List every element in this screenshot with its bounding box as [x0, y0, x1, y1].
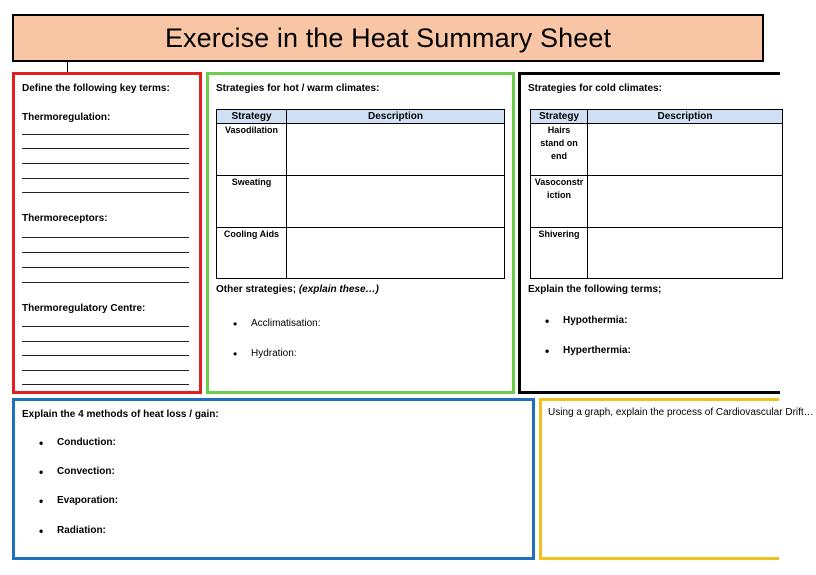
answer-line[interactable]: [22, 384, 189, 385]
answer-line[interactable]: [22, 237, 189, 238]
page-title: Exercise in the Heat Summary Sheet: [164, 22, 612, 53]
answer-line[interactable]: [22, 326, 189, 327]
title-banner: [12, 14, 764, 62]
cold-climates-heading: Strategies for cold climates:: [528, 83, 662, 94]
strategy-vasodilation: Vasodilation: [217, 124, 287, 176]
heat-loss-heading: Explain the 4 methods of heat loss / gain:: [22, 409, 219, 420]
bullet-convection: • Convection:: [39, 466, 118, 477]
other-strategies-text: Other strategies;: [216, 284, 299, 295]
term-thermoregulation: Thermoregulation:: [22, 112, 111, 123]
bullet-conduction: • Conduction:: [39, 437, 118, 448]
strategy-vasoconstriction: Vasoconstriction: [531, 176, 588, 228]
other-strategies-label: [216, 284, 379, 295]
hot-climates-panel: [206, 72, 515, 394]
cold-strategy-table: [530, 109, 783, 279]
description-cell[interactable]: [287, 176, 505, 228]
heat-loss-panel: [12, 398, 535, 560]
answer-line[interactable]: [22, 341, 189, 342]
answer-line[interactable]: [22, 370, 189, 371]
answer-line[interactable]: [22, 267, 189, 268]
cardio-drift-panel: [539, 398, 814, 560]
strategy-hairs-stand-on-end: Hairs stand on end: [531, 124, 588, 176]
description-cell[interactable]: [588, 176, 783, 228]
answer-line[interactable]: [22, 192, 189, 193]
answer-line[interactable]: [22, 252, 189, 253]
hot-strategy-table: [216, 109, 505, 279]
key-terms-heading: Define the following key terms:: [22, 83, 170, 94]
col-strategy-header: Strategy: [531, 110, 588, 124]
cardio-drift-prompt: Using a graph, explain the process of Cardiovascular Drift…: [548, 407, 814, 418]
bullet-hydration: • Hydration:: [233, 348, 320, 359]
description-cell[interactable]: [588, 228, 783, 279]
cold-climates-panel: [518, 72, 780, 394]
hot-bullet-list: [233, 318, 320, 359]
bullet-hyperthermia: • Hyperthermia:: [545, 345, 631, 356]
term-thermoregulatory-centre: Thermoregulatory Centre:: [22, 303, 146, 314]
key-terms-panel: [12, 72, 202, 394]
col-strategy-header: Strategy: [217, 110, 287, 124]
answer-line[interactable]: [22, 282, 189, 283]
answer-line[interactable]: [22, 163, 189, 164]
strategy-shivering: Shivering: [531, 228, 588, 279]
description-cell[interactable]: [287, 124, 505, 176]
hot-climates-heading: Strategies for hot / warm climates:: [216, 83, 380, 94]
description-cell[interactable]: [287, 228, 505, 279]
answer-line[interactable]: [22, 134, 189, 135]
strategy-sweating: Sweating: [217, 176, 287, 228]
answer-line[interactable]: [22, 148, 189, 149]
heat-loss-bullet-list: [39, 437, 118, 536]
cold-bullet-list: [545, 315, 631, 356]
col-description-header: Description: [287, 110, 505, 124]
strategy-cooling-aids: Cooling Aids: [217, 228, 287, 279]
bullet-hypothermia: • Hypothermia:: [545, 315, 631, 326]
term-thermoreceptors: Thermoreceptors:: [22, 213, 108, 224]
col-description-header: Description: [588, 110, 783, 124]
answer-line[interactable]: [22, 355, 189, 356]
bullet-radiation: • Radiation:: [39, 525, 118, 536]
bullet-evaporation: • Evaporation:: [39, 495, 118, 506]
other-strategies-hint: (explain these…): [298, 284, 379, 295]
bullet-acclimatisation: • Acclimatisation:: [233, 318, 320, 329]
description-cell[interactable]: [588, 124, 783, 176]
answer-line[interactable]: [22, 178, 189, 179]
explain-terms-heading: Explain the following terms;: [528, 284, 662, 295]
